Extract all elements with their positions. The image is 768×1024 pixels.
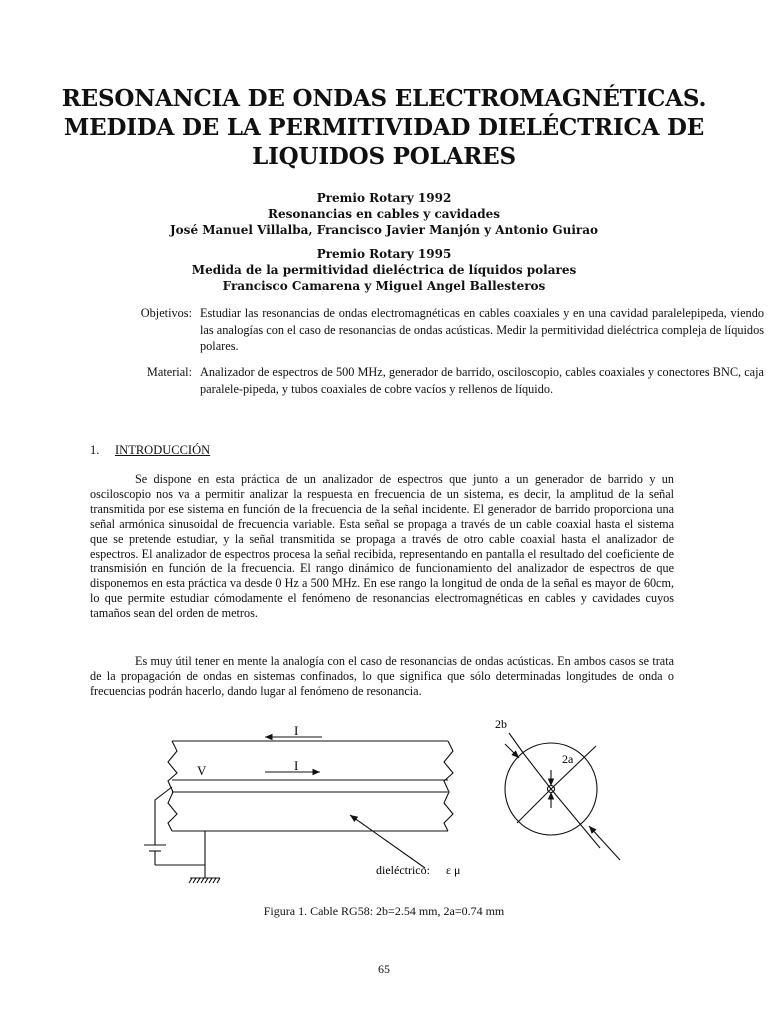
title-line-3: LIQUIDOS POLARES bbox=[252, 143, 516, 170]
break-left bbox=[168, 741, 177, 831]
cable-drawing bbox=[144, 733, 620, 883]
prize-1995-name: Premio Rotary 1995 bbox=[316, 247, 452, 261]
prize-1995-subject: Medida de la permitividad dieléctrica de líquidos polares bbox=[191, 263, 577, 277]
break-right bbox=[444, 741, 453, 831]
prize-1992-block bbox=[90, 190, 678, 238]
source-wire bbox=[155, 787, 172, 845]
label-current-mid: I bbox=[294, 758, 299, 773]
prize-1995-block bbox=[90, 246, 678, 294]
dim-2b-lower bbox=[551, 789, 600, 848]
objectives-label: Objetivos: bbox=[140, 306, 192, 320]
dielectric-label: dieléctrico: bbox=[376, 863, 430, 877]
dielectric-pointer bbox=[350, 815, 425, 868]
material-label: Material: bbox=[146, 365, 192, 379]
section-title: INTRODUCCIÓN bbox=[115, 443, 211, 457]
paragraph-2: Es muy útil tener en mente la analogía con el caso de resonancias de ondas acústicas. En ambos casos se trata de la propagación de ondas en sistemas confinados, lo que significa que sólo determinadas longitudes de onda o frecuencias podrán hacerlo, dando lugar al fenómeno de resonancia. bbox=[90, 654, 674, 698]
page-number: 65 bbox=[378, 962, 390, 976]
dielectric-symbols: ε μ bbox=[446, 863, 461, 877]
label-2b: 2b bbox=[495, 717, 507, 731]
title-line-1: RESONANCIA DE ONDAS ELECTROMAGNÉTICAS. bbox=[61, 85, 707, 112]
prize-1992-subject: Resonancias en cables y cavidades bbox=[267, 207, 500, 221]
dim-2a-lower bbox=[517, 789, 551, 823]
arrow-2b-upper bbox=[505, 744, 519, 758]
title-line-2: MEDIDA DE LA PERMITIVIDAD DIELÉCTRICA DE bbox=[63, 114, 705, 141]
material-text: Analizador de espectros de 500 MHz, generador de barrido, osciloscopio, cables coaxiales y conectores BNC, caja paralele-pipeda, y tubos coaxiales de cobre vacíos y rellenos de líquido. bbox=[200, 365, 764, 396]
figure-coaxial-cable bbox=[0, 712, 768, 902]
paragraph-1: Se dispone en esta práctica de un analizador de espectros que junto a un generador de barrido y un osciloscopio nos va a permitir analizar la respuesta en frecuencia de un sistema, es decir, la amplitud de la señal transmitida por ese sistema en función de la frecuencia de la señal incidente. El generador de barrido proporciona una señal armónica sinusoidal de frecuencia variable. Esta señal se propaga a través de un cable coaxial hasta el sistema que se pretende estudiar, y la señal transmitida se propaga a través de otro cable coaxial hasta el analizador de espectros. El analizador de espectros procesa la señal recibida, representando en pantalla el resultado del coeficiente de transmisión en función de la frecuencia. El rango dinámico de funcionamiento del analizador de espectros de que disponemos en esta práctica va desde 0 Hz a 500 MHz. En ese rango la longitud de onda de la señal es mayor de 60cm, lo que permite estudiar cómodamente el fenómeno de resonancias electromagnéticas en cables y cavidades cuyos tamaños sean del orden de metros. bbox=[90, 472, 674, 621]
label-2a: 2a bbox=[562, 752, 574, 766]
label-current-top: I bbox=[294, 723, 299, 738]
prize-1995-authors: Francisco Camarena y Miguel Angel Ballesteros bbox=[222, 279, 546, 293]
dim-2a-upper bbox=[551, 746, 596, 789]
prize-1992-name: Premio Rotary 1992 bbox=[316, 191, 452, 205]
document-title bbox=[60, 84, 708, 171]
figure-caption: Figura 1. Cable RG58: 2b=2.54 mm, 2a=0.74 mm bbox=[263, 904, 505, 918]
ground-hatch bbox=[189, 878, 220, 883]
objectives-text: Estudiar las resonancias de ondas electromagnéticas en cables coaxiales y en una cavidad paralelepipeda, viendo las analogías con el caso de resonancias de ondas acústicas. Medir la permitividad dieléctrica compleja de líquidos polares. bbox=[200, 306, 764, 353]
arrow-2b-lower bbox=[589, 826, 620, 860]
prize-1992-authors: José Manuel Villalba, Francisco Javier Manjón y Antonio Guirao bbox=[170, 223, 598, 237]
section-number: 1. bbox=[90, 443, 100, 457]
label-voltage: V bbox=[197, 763, 207, 778]
dim-2b-upper-inside bbox=[524, 754, 551, 789]
